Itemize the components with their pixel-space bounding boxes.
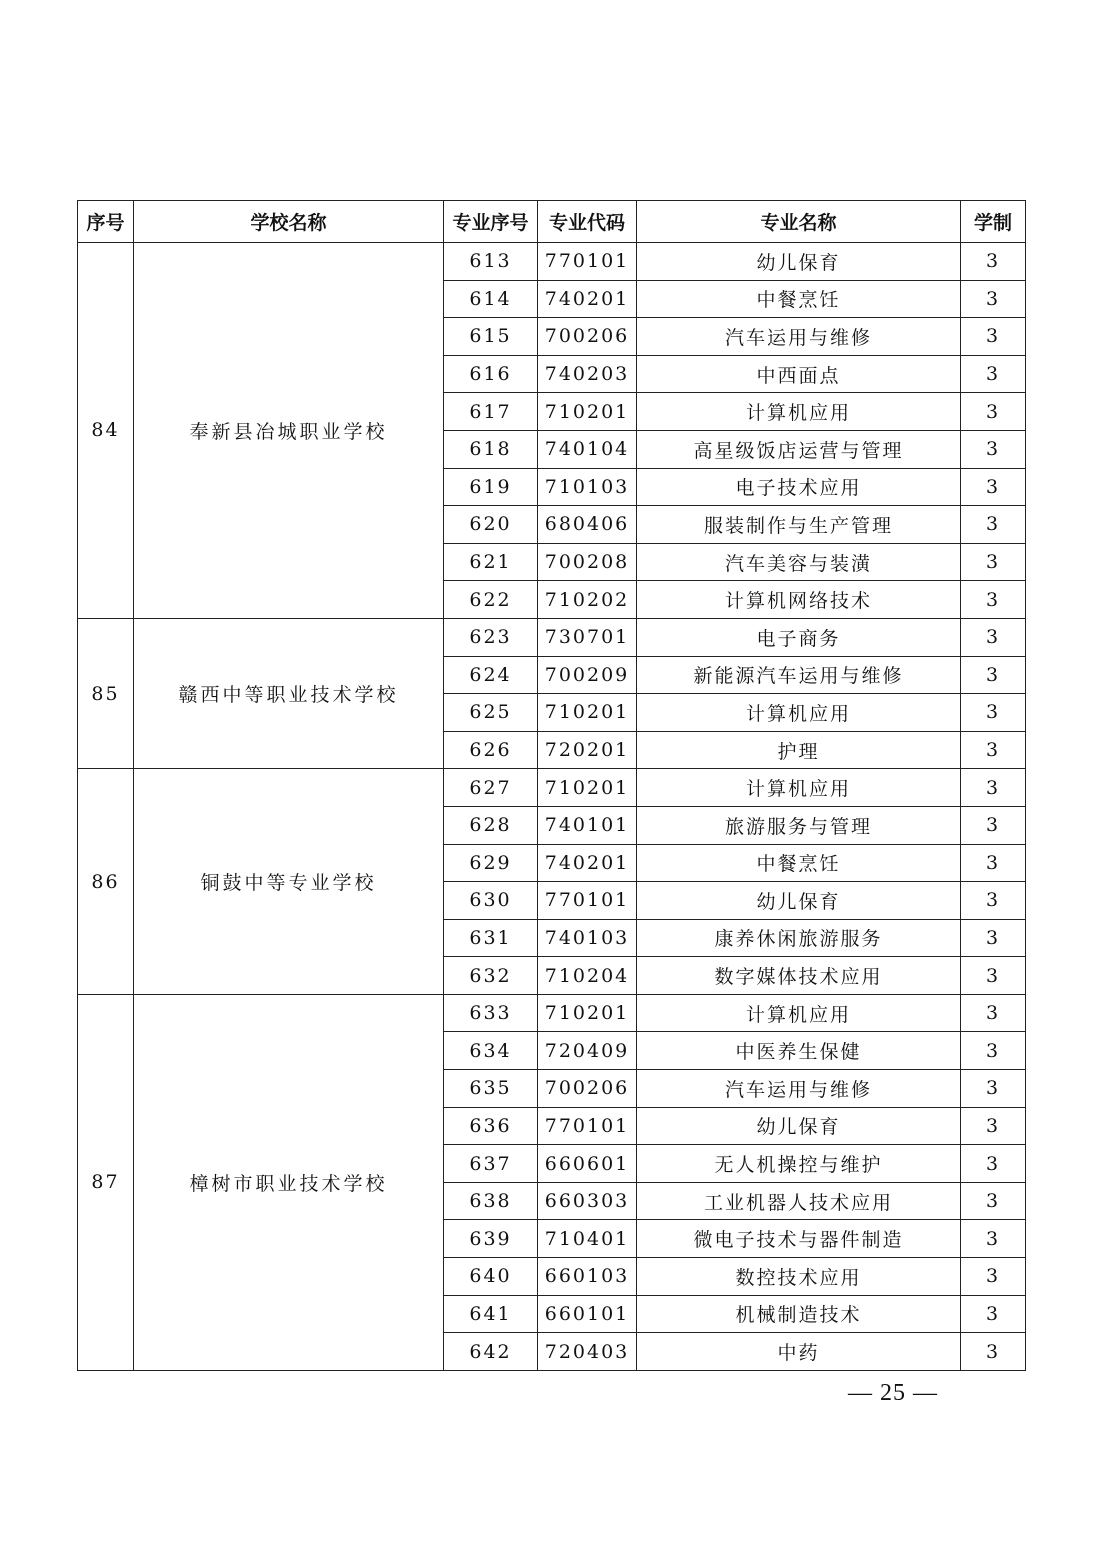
header-major-code: 专业代码: [538, 201, 637, 243]
major-name-cell: 无人机操控与维护: [637, 1145, 961, 1183]
major-seq-cell: 620: [444, 506, 538, 544]
major-name-cell: 汽车美容与装潢: [637, 543, 961, 581]
school-seq-cell: 87: [78, 994, 134, 1370]
major-code-cell: 740203: [538, 355, 637, 393]
major-code-cell: 700209: [538, 656, 637, 694]
major-seq-cell: 635: [444, 1070, 538, 1108]
major-seq-cell: 629: [444, 844, 538, 882]
school-major-table: [77, 200, 1026, 1371]
major-name-cell: 中药: [637, 1333, 961, 1371]
major-name-cell: 电子商务: [637, 618, 961, 656]
header-major-seq: 专业序号: [444, 201, 538, 243]
major-seq-cell: 638: [444, 1182, 538, 1220]
major-name-cell: 幼儿保育: [637, 243, 961, 281]
major-seq-cell: 613: [444, 243, 538, 281]
duration-cell: 3: [961, 506, 1026, 544]
table-body: [78, 243, 1026, 1371]
major-seq-cell: 618: [444, 430, 538, 468]
school-seq-cell: 84: [78, 243, 134, 619]
duration-cell: 3: [961, 430, 1026, 468]
major-code-cell: 720201: [538, 731, 637, 769]
duration-cell: 3: [961, 618, 1026, 656]
duration-cell: 3: [961, 355, 1026, 393]
table-row: [78, 243, 1026, 281]
major-seq-cell: 616: [444, 355, 538, 393]
major-code-cell: 740201: [538, 844, 637, 882]
table-row: [78, 994, 1026, 1032]
major-code-cell: 710201: [538, 769, 637, 807]
major-seq-cell: 621: [444, 543, 538, 581]
major-name-cell: 数控技术应用: [637, 1258, 961, 1296]
school-seq-cell: 86: [78, 769, 134, 995]
major-code-cell: 710201: [538, 994, 637, 1032]
duration-cell: 3: [961, 882, 1026, 920]
major-seq-cell: 630: [444, 882, 538, 920]
major-seq-cell: 627: [444, 769, 538, 807]
major-code-cell: 660101: [538, 1295, 637, 1333]
major-name-cell: 计算机应用: [637, 769, 961, 807]
major-seq-cell: 632: [444, 957, 538, 995]
major-code-cell: 710201: [538, 694, 637, 732]
major-code-cell: 740103: [538, 919, 637, 957]
major-seq-cell: 636: [444, 1107, 538, 1145]
duration-cell: 3: [961, 957, 1026, 995]
major-code-cell: 770101: [538, 1107, 637, 1145]
major-seq-cell: 614: [444, 280, 538, 318]
duration-cell: 3: [961, 581, 1026, 619]
duration-cell: 3: [961, 1220, 1026, 1258]
major-code-cell: 720403: [538, 1333, 637, 1371]
major-seq-cell: 622: [444, 581, 538, 619]
header-major-name: 专业名称: [637, 201, 961, 243]
major-seq-cell: 639: [444, 1220, 538, 1258]
major-code-cell: 660103: [538, 1258, 637, 1296]
major-code-cell: 680406: [538, 506, 637, 544]
major-name-cell: 数字媒体技术应用: [637, 957, 961, 995]
duration-cell: 3: [961, 1070, 1026, 1108]
major-seq-cell: 623: [444, 618, 538, 656]
table-header-row: [78, 201, 1026, 243]
major-code-cell: 720409: [538, 1032, 637, 1070]
major-seq-cell: 628: [444, 806, 538, 844]
duration-cell: 3: [961, 806, 1026, 844]
major-seq-cell: 615: [444, 318, 538, 356]
duration-cell: 3: [961, 731, 1026, 769]
major-name-cell: 服装制作与生产管理: [637, 506, 961, 544]
major-name-cell: 微电子技术与器件制造: [637, 1220, 961, 1258]
table-row: [78, 618, 1026, 656]
duration-cell: 3: [961, 1258, 1026, 1296]
duration-cell: 3: [961, 844, 1026, 882]
major-code-cell: 740104: [538, 430, 637, 468]
major-code-cell: 710201: [538, 393, 637, 431]
school-name-cell: 铜鼓中等专业学校: [134, 769, 444, 995]
duration-cell: 3: [961, 1145, 1026, 1183]
major-code-cell: 700208: [538, 543, 637, 581]
duration-cell: 3: [961, 994, 1026, 1032]
major-name-cell: 计算机应用: [637, 994, 961, 1032]
major-code-cell: 700206: [538, 1070, 637, 1108]
duration-cell: 3: [961, 243, 1026, 281]
major-code-cell: 740201: [538, 280, 637, 318]
major-code-cell: 770101: [538, 243, 637, 281]
major-name-cell: 计算机网络技术: [637, 581, 961, 619]
major-name-cell: 工业机器人技术应用: [637, 1182, 961, 1220]
duration-cell: 3: [961, 656, 1026, 694]
major-seq-cell: 625: [444, 694, 538, 732]
major-name-cell: 中西面点: [637, 355, 961, 393]
major-name-cell: 计算机应用: [637, 694, 961, 732]
major-code-cell: 710401: [538, 1220, 637, 1258]
duration-cell: 3: [961, 1182, 1026, 1220]
major-name-cell: 汽车运用与维修: [637, 318, 961, 356]
major-seq-cell: 624: [444, 656, 538, 694]
major-seq-cell: 633: [444, 994, 538, 1032]
major-code-cell: 740101: [538, 806, 637, 844]
major-code-cell: 710202: [538, 581, 637, 619]
duration-cell: 3: [961, 468, 1026, 506]
duration-cell: 3: [961, 318, 1026, 356]
school-name-cell: 赣西中等职业技术学校: [134, 618, 444, 768]
major-name-cell: 高星级饭店运营与管理: [637, 430, 961, 468]
school-name-cell: 樟树市职业技术学校: [134, 994, 444, 1370]
major-seq-cell: 641: [444, 1295, 538, 1333]
duration-cell: 3: [961, 1295, 1026, 1333]
duration-cell: 3: [961, 919, 1026, 957]
major-code-cell: 710204: [538, 957, 637, 995]
major-name-cell: 新能源汽车运用与维修: [637, 656, 961, 694]
major-seq-cell: 640: [444, 1258, 538, 1296]
school-name-cell: 奉新县冶城职业学校: [134, 243, 444, 619]
major-name-cell: 护理: [637, 731, 961, 769]
duration-cell: 3: [961, 1032, 1026, 1070]
major-name-cell: 幼儿保育: [637, 882, 961, 920]
page-number: — 25 —: [848, 1380, 938, 1406]
major-name-cell: 中餐烹饪: [637, 844, 961, 882]
header-duration: 学制: [961, 201, 1026, 243]
header-school-name: 学校名称: [134, 201, 444, 243]
major-seq-cell: 617: [444, 393, 538, 431]
major-name-cell: 汽车运用与维修: [637, 1070, 961, 1108]
duration-cell: 3: [961, 1333, 1026, 1371]
major-seq-cell: 634: [444, 1032, 538, 1070]
major-code-cell: 700206: [538, 318, 637, 356]
duration-cell: 3: [961, 694, 1026, 732]
major-seq-cell: 619: [444, 468, 538, 506]
major-code-cell: 730701: [538, 618, 637, 656]
major-code-cell: 660601: [538, 1145, 637, 1183]
duration-cell: 3: [961, 393, 1026, 431]
major-code-cell: 710103: [538, 468, 637, 506]
major-seq-cell: 631: [444, 919, 538, 957]
major-name-cell: 幼儿保育: [637, 1107, 961, 1145]
duration-cell: 3: [961, 769, 1026, 807]
major-code-cell: 770101: [538, 882, 637, 920]
major-name-cell: 中餐烹饪: [637, 280, 961, 318]
table-row: [78, 769, 1026, 807]
major-name-cell: 中医养生保健: [637, 1032, 961, 1070]
duration-cell: 3: [961, 543, 1026, 581]
major-seq-cell: 637: [444, 1145, 538, 1183]
school-seq-cell: 85: [78, 618, 134, 768]
header-seq: 序号: [78, 201, 134, 243]
duration-cell: 3: [961, 280, 1026, 318]
major-name-cell: 旅游服务与管理: [637, 806, 961, 844]
major-code-cell: 660303: [538, 1182, 637, 1220]
major-name-cell: 电子技术应用: [637, 468, 961, 506]
major-name-cell: 机械制造技术: [637, 1295, 961, 1333]
major-seq-cell: 626: [444, 731, 538, 769]
major-seq-cell: 642: [444, 1333, 538, 1371]
major-name-cell: 计算机应用: [637, 393, 961, 431]
duration-cell: 3: [961, 1107, 1026, 1145]
major-name-cell: 康养休闲旅游服务: [637, 919, 961, 957]
